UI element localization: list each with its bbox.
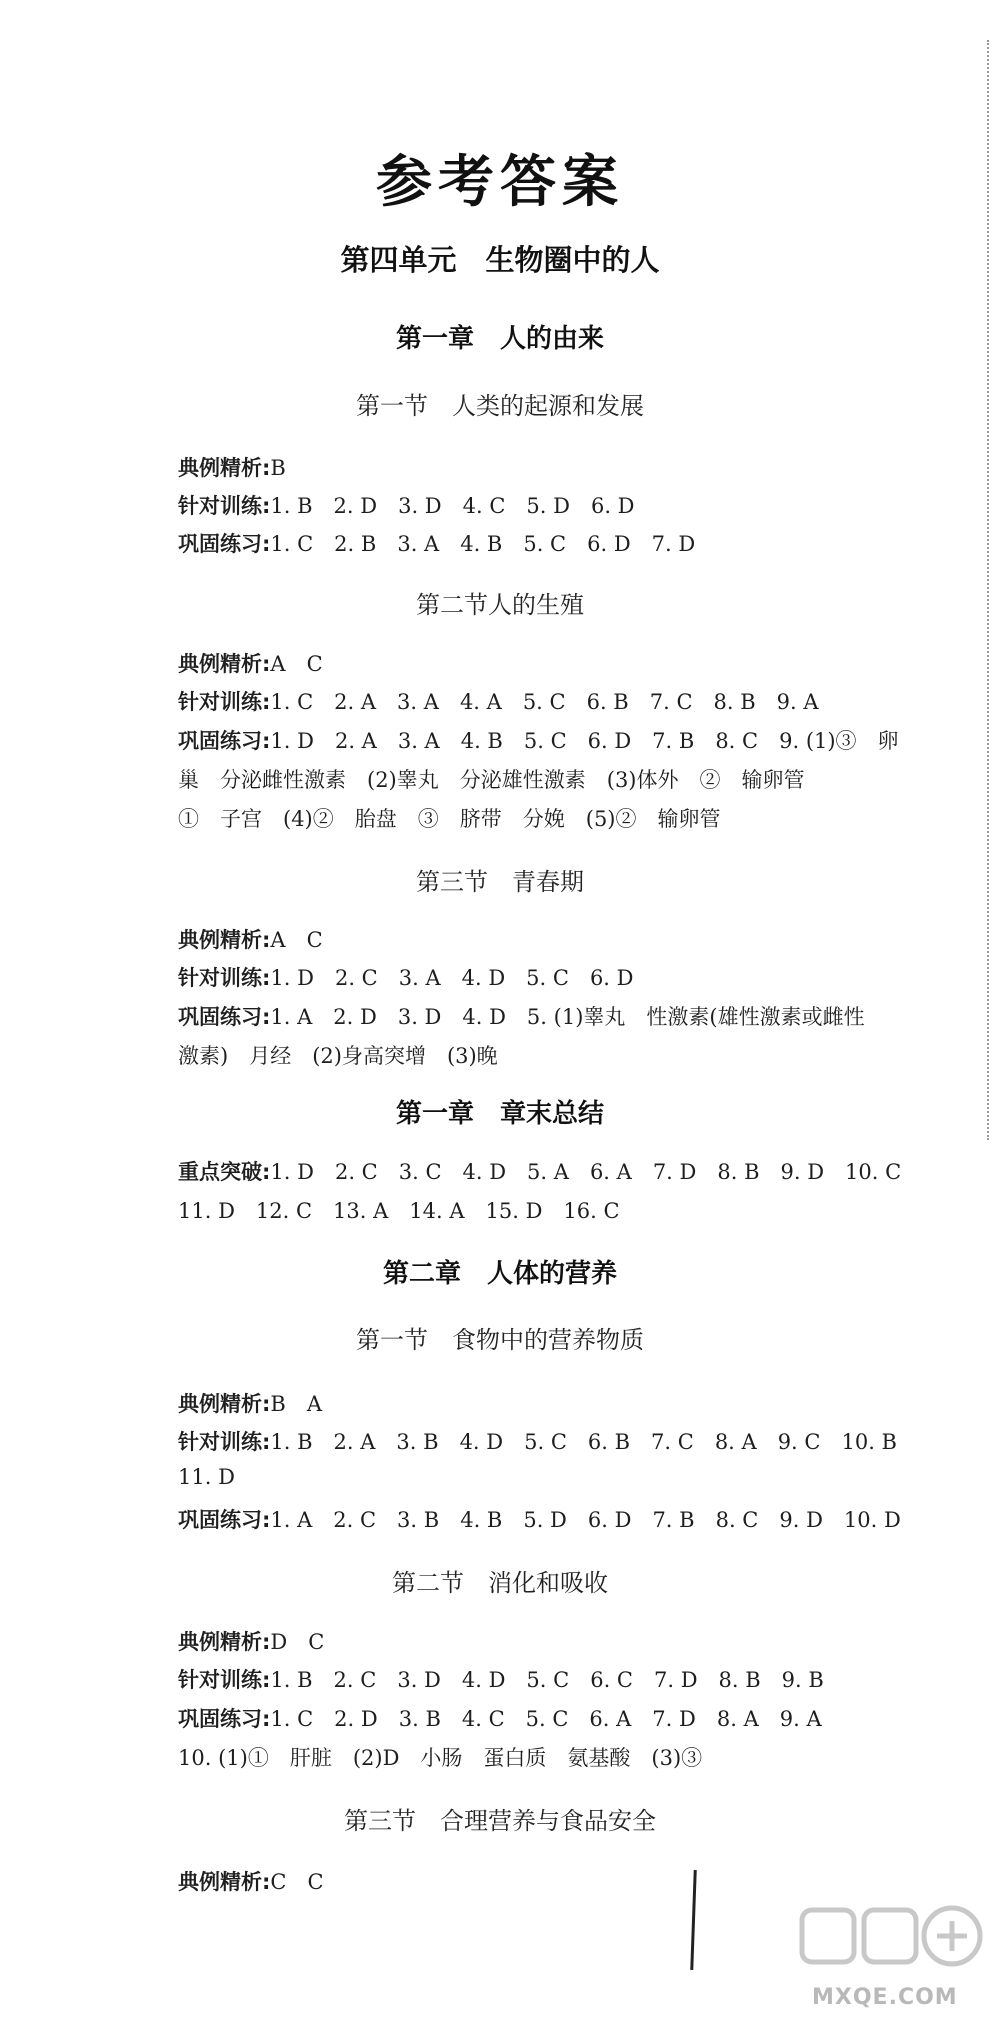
answer-line <box>178 1001 938 1031</box>
answer-line <box>178 528 938 558</box>
answer-line <box>178 648 938 678</box>
section-heading: 第二节 消化和吸收 <box>392 1569 608 1597</box>
answer-text: A C <box>270 652 323 676</box>
section-heading: 第一节 人类的起源和发展 <box>356 392 644 420</box>
answer-text: 1. C 2. A 3. A 4. A 5. C 6. B 7. C 8. B 9. A <box>270 690 819 714</box>
answer-line <box>178 725 938 755</box>
answer-line <box>178 1703 938 1733</box>
answer-label: 针对训练: <box>178 966 271 990</box>
answer-label: 典例精析: <box>178 928 271 952</box>
chapter-heading: 第一章 人的由来 <box>395 324 604 354</box>
site-watermark <box>792 1890 992 2010</box>
answer-label: 针对训练: <box>178 494 271 518</box>
page-title: 参考答案 <box>376 149 624 215</box>
answer-label: 巩固练习: <box>178 1005 271 1029</box>
answer-text: 1. D 2. C 3. A 4. D 5. C 6. D <box>270 966 634 990</box>
section-heading: 第三节 青春期 <box>416 868 584 896</box>
answer-continuation: 10. (1)① 肝脏 (2)D 小肠 蛋白质 氨基酸 (3)③ <box>178 1746 703 1770</box>
answer-text: 1. C 2. B 3. A 4. B 5. C 6. D 7. D <box>270 532 696 556</box>
answer-label: 重点突破: <box>178 1160 271 1184</box>
answer-text: C C <box>270 1870 324 1894</box>
section-heading: 第一节 食物中的营养物质 <box>356 1326 644 1354</box>
chapter-heading: 第一章 章末总结 <box>395 1099 604 1129</box>
answer-line <box>178 1156 938 1186</box>
answer-text: 1. D 2. A 3. A 4. B 5. C 6. D 7. B 8. C 9. (1)③ 卵 <box>270 729 899 753</box>
answer-line <box>178 686 938 716</box>
answer-line <box>178 1504 938 1534</box>
answer-label: 针对训练: <box>178 1668 271 1692</box>
answer-label: 巩固练习: <box>178 532 271 556</box>
chapter-heading: 第二章 人体的营养 <box>382 1259 617 1289</box>
answer-label: 典例精析: <box>178 652 271 676</box>
answer-continuation: 11. D <box>178 1465 235 1489</box>
answer-label: 针对训练: <box>178 690 271 714</box>
watermark-logo-icon <box>792 1890 992 1985</box>
answer-text: B <box>270 456 286 480</box>
answer-line <box>178 962 938 992</box>
answer-text: A C <box>270 928 323 952</box>
answer-line <box>178 452 938 482</box>
page-edge-dotted-rule <box>987 40 989 1140</box>
answer-label: 典例精析: <box>178 1392 271 1416</box>
answer-continuation: 11. D 12. C 13. A 14. A 15. D 16. C <box>178 1199 620 1223</box>
answer-label: 针对训练: <box>178 1430 271 1454</box>
answer-text: 1. A 2. C 3. B 4. B 5. D 6. D 7. B 8. C 9. D 10. D <box>270 1508 901 1532</box>
answer-text: 1. B 2. A 3. B 4. D 5. C 6. B 7. C 8. A 9. C 10. B <box>270 1430 897 1454</box>
section-heading: 第二节人的生殖 <box>416 591 584 619</box>
answer-text: 1. B 2. D 3. D 4. C 5. D 6. D <box>270 494 635 518</box>
answer-line <box>178 1664 938 1694</box>
answer-text: D C <box>270 1630 325 1654</box>
answer-text: 1. C 2. D 3. B 4. C 5. C 6. A 7. D 8. A 9. A <box>270 1707 822 1731</box>
answer-text: 1. D 2. C 3. C 4. D 5. A 6. A 7. D 8. B 9. D 10. C <box>270 1160 902 1184</box>
answer-continuation: 激素) 月经 (2)身高突增 (3)晚 <box>178 1044 498 1068</box>
answer-line <box>178 490 938 520</box>
section-heading: 第三节 合理营养与食品安全 <box>344 1807 656 1835</box>
answer-line <box>178 1626 938 1656</box>
answer-line <box>178 1388 938 1418</box>
answer-text: 1. A 2. D 3. D 4. D 5. (1)睾丸 性激素(雄性激素或雌性 <box>270 1005 865 1029</box>
answer-label: 巩固练习: <box>178 1508 271 1532</box>
answer-text: 1. B 2. C 3. D 4. D 5. C 6. C 7. D 8. B 9. B <box>270 1668 824 1692</box>
unit-heading: 第四单元 生物圈中的人 <box>340 243 660 277</box>
answer-line <box>178 1426 938 1456</box>
answer-label: 典例精析: <box>178 456 271 480</box>
answer-line <box>178 924 938 954</box>
answer-label: 巩固练习: <box>178 1707 271 1731</box>
answer-text: B A <box>270 1392 323 1416</box>
answer-label: 典例精析: <box>178 1630 271 1654</box>
answer-continuation: 巢 分泌雌性激素 (2)睾丸 分泌雄性激素 (3)体外 ② 输卵管 <box>178 768 805 792</box>
answer-label: 巩固练习: <box>178 729 271 753</box>
answer-label: 典例精析: <box>178 1870 271 1894</box>
watermark-text: MXQE.COM <box>812 1985 958 2010</box>
answer-continuation: ① 子宫 (4)② 胎盘 ③ 脐带 分娩 (5)② 输卵管 <box>178 807 721 831</box>
